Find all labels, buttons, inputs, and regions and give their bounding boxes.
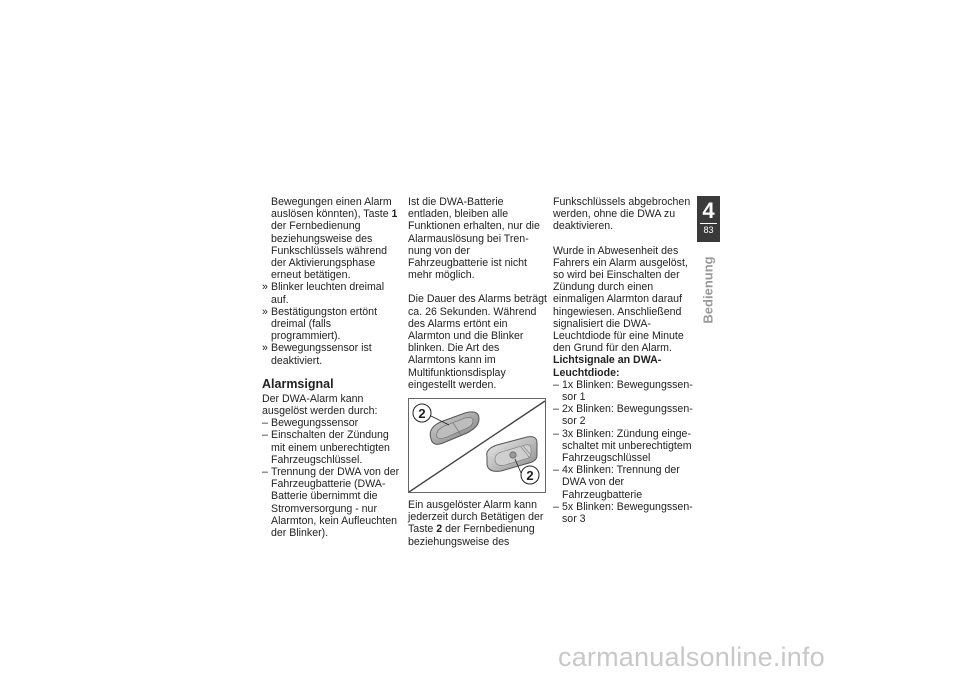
chapter-tab	[697, 196, 720, 242]
list-item: » Bestätigungston ertönt dreimal (falls programmiert).	[262, 305, 378, 343]
remote-control-icon	[430, 412, 479, 444]
chapter-number: 4	[702, 198, 715, 223]
list-item: – Bewegungssensor	[262, 417, 359, 430]
paragraph: Wurde in Abwesenheit des Fahrers ein Alarm ausgelöst, so wird bei Einschalten der Zündung durch einen einmaligen Alarmton darauf hingewiesen. Anschließend signalisiert die DWA-Leuchtdiode für eine Minute den Grund für den Alarm.	[553, 244, 688, 355]
list-item: – Einschalten der Zündung mit einem unberechtigten Fahrzeugschlüssel.	[262, 429, 390, 466]
list-item: » Blinker leuchten dreimal auf.	[262, 281, 385, 306]
section-heading: Alarmsignal	[262, 376, 334, 391]
key-fob-illustration	[409, 399, 545, 492]
list-item: – 5x Blinken: Bewegungssensor 3	[553, 500, 693, 526]
lead-paragraph: Der DWA-Alarm kann ausgelöst werden durch:	[262, 392, 378, 418]
list-item: – 2x Blinken: Bewegungssensor 2	[553, 403, 693, 428]
svg-text:2: 2	[418, 406, 426, 422]
intro-paragraph: Bewegungen einen Alarm auslösen könnten), Taste 1 der Fernbedienung beziehungsweise des Funkschlüssels während der Aktivierungsphase erneut betätigen.	[271, 196, 398, 282]
subheading: Lichtsignale an DWA-Leuchtdiode:	[553, 354, 662, 379]
figure-caption: Ein ausgelöster Alarm kann jederzeit durch Betätigen der Taste 2 der Fernbedienung beziehungsweise des	[408, 499, 544, 548]
text-column-3	[553, 196, 695, 525]
svg-text:2: 2	[526, 468, 534, 484]
list-item: – Trennung der DWA von der Fahrzeugbatterie (DWA-Batterie übernimmt die Stromversorgung - nur Alarmton, kein Aufleuchten der Blinker).	[262, 466, 400, 540]
list-item: – 4x Blinken: Trennung der DWA von der Fahrzeugbatterie	[553, 464, 680, 501]
key-1-label: 1	[391, 208, 398, 221]
paragraph: Die Dauer des Alarms beträgt ca. 26 Sekunden. Während des Alarms ertönt ein Alarmton und die Blinker blinken. Die Art des Alarmtons kann im Multifunktionsdisplay eingestellt werden.	[408, 293, 547, 391]
paragraph: Ist die DWA-Batterie entladen, bleiben alle Funktionen erhalten, nur die Alarmauslösung bei Trennung von der Fahrzeugbatterie ist nicht mehr möglich.	[408, 196, 540, 282]
page-number: 83	[700, 223, 717, 236]
watermark: carmanualsonline.info	[558, 642, 825, 672]
key-fob-figure	[408, 398, 546, 493]
text-column-1	[262, 196, 402, 539]
list-item: – 3x Blinken: Zündung eingeschaltet mit unberechtigtem Fahrzeugschlüssel	[553, 427, 692, 465]
list-item: » Bewegungssensor ist deaktiviert.	[262, 342, 372, 367]
key-2-label: 2	[436, 523, 443, 536]
paragraph: Funkschlüssels abgebrochen werden, ohne die DWA zu deaktivieren.	[553, 196, 691, 233]
text-column-2	[408, 196, 548, 548]
list-item: – 1x Blinken: Bewegungssensor 1	[553, 378, 693, 404]
chapter-title: Bedienung	[700, 256, 716, 324]
